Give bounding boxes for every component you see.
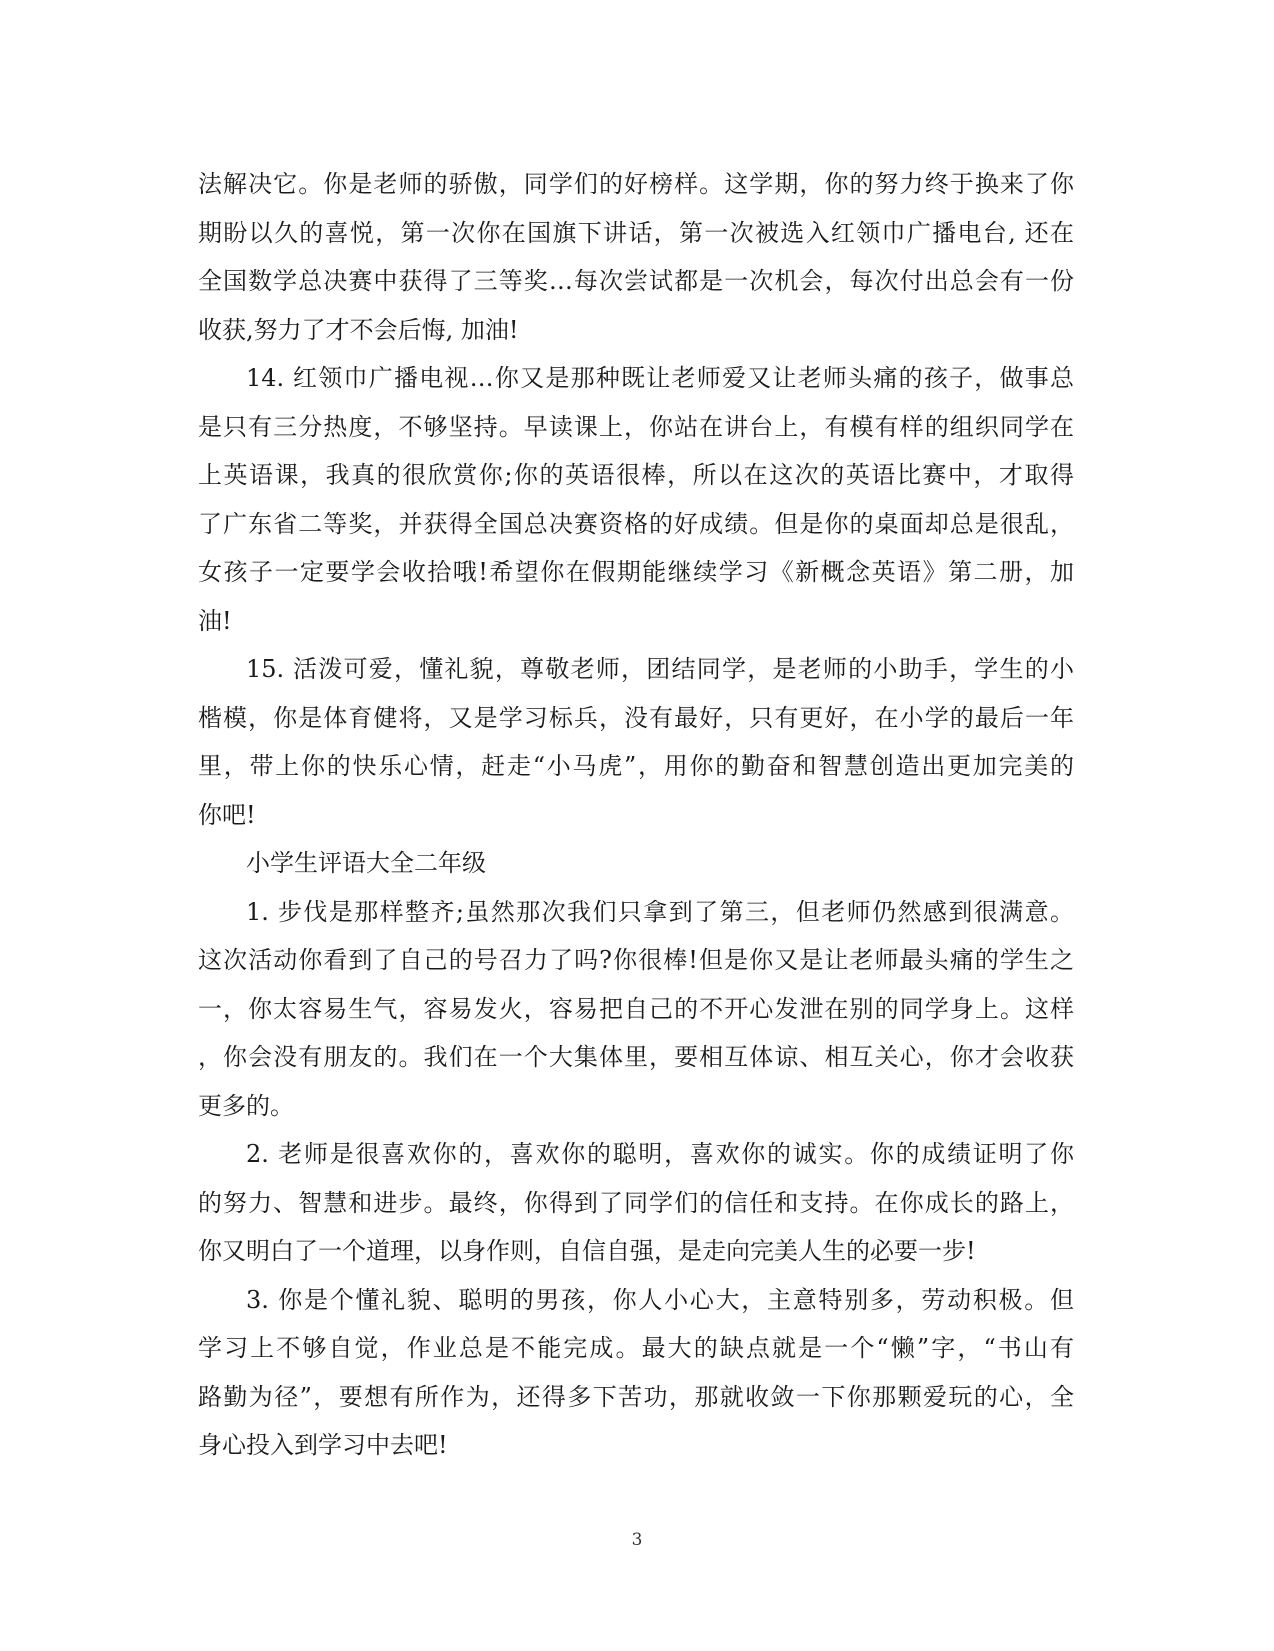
- text-line: 路勤为径”，要想有所作为，还得多下苦功，那就收敛一下你那颗爱玩的心，全: [198, 1382, 1074, 1411]
- text-line: 法解决它。你是老师的骄傲，同学们的好榜样。这学期，你的努力终于换来了你: [198, 170, 1074, 198]
- text-line: 一，你太容易生气，容易发火，容易把自己的不开心发泄在别的同学身上。这样: [198, 994, 1074, 1023]
- text-line: 的努力、智慧和进步。最终，你得到了同学们的信任和支持。在你成长的路上，: [198, 1188, 1074, 1217]
- text-line: 身心投入到学习中去吧!: [198, 1431, 448, 1459]
- text-line: 全国数学总决赛中获得了三等奖…每次尝试都是一次机会，每次付出总会有一份: [198, 267, 1074, 295]
- text-line: 这次活动你看到了自己的号召力了吗?你很棒!但是你又是让老师最头痛的学生之: [198, 946, 1074, 974]
- text-line: 期盼以久的喜悦，第一次你在国旗下讲话，第一次被选入红领巾广播电台, 还在: [198, 218, 1074, 247]
- text-line: 1. 步伐是那样整齐;虽然那次我们只拿到了第三，但老师仍然感到很满意。: [246, 897, 1074, 926]
- page-number: 3: [631, 1530, 643, 1550]
- text-line: ，你会没有朋友的。我们在一个大集体里，要相互体谅、相互关心，你才会收获: [198, 1043, 1074, 1071]
- text-line: 上英语课，我真的很欣赏你;你的英语很棒，所以在这次的英语比赛中，才取得: [198, 461, 1074, 489]
- text-line: 更多的。: [198, 1091, 294, 1120]
- text-line: 3. 你是个懂礼貌、聪明的男孩，你人小心大，主意特别多，劳动积极。但: [246, 1285, 1074, 1314]
- text-line: 小学生评语大全二年级: [246, 849, 486, 877]
- text-line: 学习上不够自觉，作业总是不能完成。最大的缺点就是一个“懒”字，“书山有: [198, 1334, 1074, 1362]
- text-line: 你吧!: [198, 800, 256, 829]
- text-line: 油!: [198, 606, 232, 635]
- text-line: 你又明白了一个道理，以身作则，自信自强，是走向完美人生的必要一步!: [198, 1237, 976, 1265]
- text-line: 楷模，你是体育健将，又是学习标兵，没有最好，只有更好，在小学的最后一年: [198, 703, 1074, 732]
- text-line: 了广东省二等奖，并获得全国总决赛资格的好成绩。但是你的桌面却总是很乱，: [198, 509, 1074, 538]
- text-line: 收获,努力了才不会后悔, 加油!: [198, 315, 519, 344]
- page-body: [198, 160, 1074, 1470]
- text-line: 里，带上你的快乐心情，赶走“小马虎”，用你的勤奋和智慧创造出更加完美的: [198, 752, 1074, 780]
- text-line: 15. 活泼可爱，懂礼貌，尊敬老师，团结同学，是老师的小助手，学生的小: [246, 655, 1074, 683]
- text-line: 是只有三分热度，不够坚持。早读课上，你站在讲台上，有模有样的组织同学在: [198, 412, 1074, 441]
- text-line: 女孩子一定要学会收拾哦!希望你在假期能继续学习《新概念英语》第二册，加: [198, 558, 1074, 586]
- text-line: 2. 老师是很喜欢你的，喜欢你的聪明，喜欢你的诚实。你的成绩证明了你: [246, 1140, 1074, 1168]
- text-line: 14. 红领巾广播电视…你又是那种既让老师爱又让老师头痛的孩子，做事总: [246, 364, 1074, 392]
